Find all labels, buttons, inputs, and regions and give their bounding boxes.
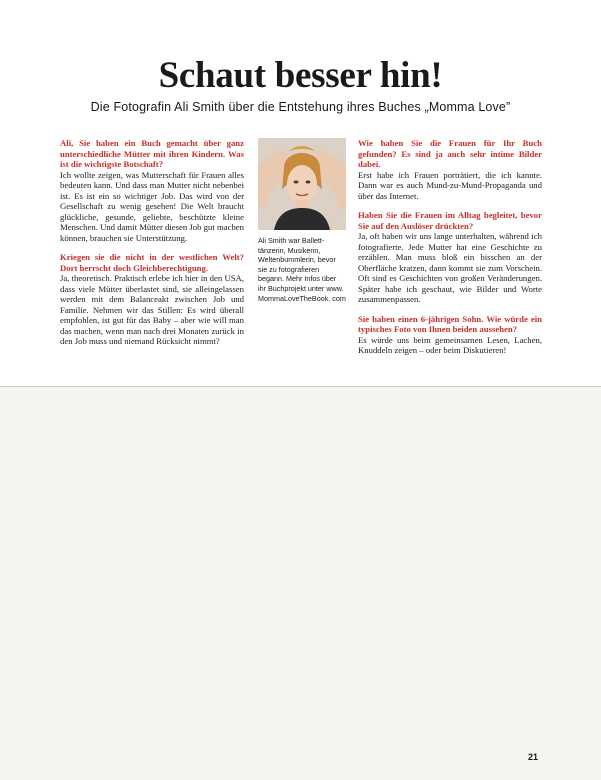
interview-question: Ali, Sie haben ein Buch gemacht über ganz unterschiedliche Mütter mit ihren Kindern. Was ist die wichtigste Botschaft? [60,138,244,169]
photo-column [258,138,346,303]
magazine-page [0,0,601,387]
interview-column-left [60,138,244,356]
page-number: 21 [528,752,539,762]
interview-question: Kriegen sie die nicht in der westlichen Welt? Dort herrscht doch Gleichberechtigung. [60,252,244,273]
article-title: Schaut besser hin! [158,55,443,96]
author-portrait [258,138,346,230]
interview-question: Sie haben einen 6-jährigen Sohn. Wie würde ein typisches Foto von Ihnen beiden aussehen? [358,313,542,334]
interview-answer: Ja, theoretisch. Praktisch erlebe ich hier in den USA, dass viele Mütter überlastet sind, sie alleingelassen werden mit dem Balanceakt zwischen Job und Familie. Nehmen wir das Stillen: Es wird überall empfohlen, ist gut für das Baby – aber wie will man das machen, wenn man nach drei Monaten zurück in den Job muss und niemand Rücksicht nimmt? [60,273,244,346]
interview-question: Haben Sie die Frauen im Alltag begleitet, bevor Sie auf den Auslöser drückten? [358,210,542,231]
interview-answer: Erst habe ich Frauen porträtiert, die ich kannte. Dann war es auch Mund-zu-Mund-Propaganda und über das Internet. [358,169,542,201]
photo-caption: Ali Smith war Ballett-tänzerin, Musikerin, Weltenbummlerin, bevor sie zu fotografieren begann. Mehr Infos über ihr Buchprojekt unter www. MommaLoveTheBook. com [258,236,346,303]
interview-answer: Ich wollte zeigen, was Mutterschaft für Frauen alles bedeuten kann. Und dass man Mutter nicht nebenbei ist. Es ist ein so wichtiger Job. Das wird von der Gesellschaft zu wenig gesehen! Die Welt braucht glückliche, gesunde, geliebte, beschützte kleine Menschen. Und damit Mütter diesen Job gut machen können, brauchen sie Unterstützung. [60,169,244,243]
interview-answer: Ja, oft haben wir uns lange unterhalten, während ich fotografierte. Jede Mutter hat eine Geschichte zu erzählen. Man muss bloß ein bisschen an der Oberfläche kratzen, dann kommt sie zum Vorschein. Oft sind es Geschichten von großen Veränderungen. Später habe ich geschaut, wie Bilder und Worte zusammenpassen. [358,231,542,304]
interview-question: Wie haben Sie die Frauen für Ihr Buch gefunden? Es sind ja auch sehr intime Bilder dabei. [358,138,542,169]
interview-answer: Es würde uns beim gemeinsamen Lesen, Lachen, Knuddeln zeigen – oder beim Diskutieren! [358,334,542,355]
interview-column-right [358,138,542,365]
article-subtitle: Die Fotografin Ali Smith über die Entstehung ihres Buches „Momma Love” [90,100,511,114]
